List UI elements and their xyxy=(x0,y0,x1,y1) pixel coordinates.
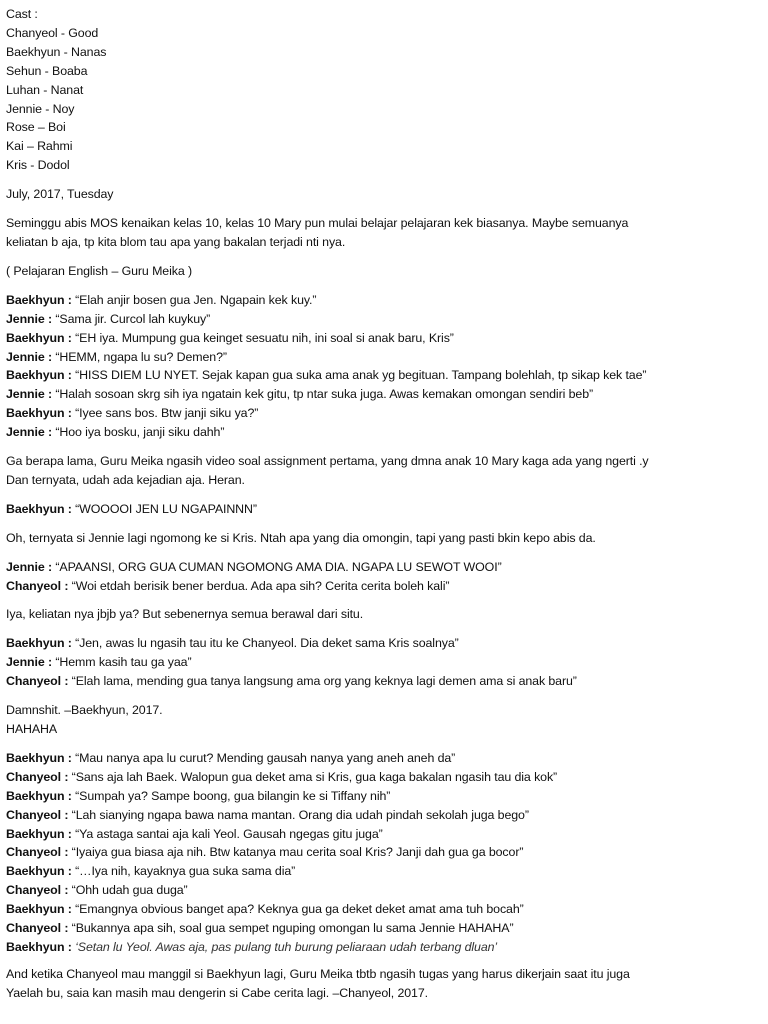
dialogue-text: “Woi etdah berisik bener berdua. Ada apa sih? Cerita cerita boleh kali” xyxy=(68,578,450,593)
dialogue-text: “Hemm kasih tau ga yaa” xyxy=(52,655,192,670)
intro-paragraph: Seminggu abis MOS kenaikan kelas 10, kelas 10 Mary pun mulai belajar pelajaran kek biasanya. Maybe semuanya keliatan b aja, tp kita blom tau apa yang bakalan terjadi nti nya. xyxy=(6,216,629,249)
date-line: July, 2017, Tuesday xyxy=(6,187,114,202)
dialogue-line xyxy=(6,825,768,844)
dialogue-text: “HISS DIEM LU NYET. Sejak kapan gua suka ama anak yg begituan. Tampang bolehlah, tp sikap kek tae” xyxy=(71,368,647,383)
spacer xyxy=(6,595,768,605)
dialogue-text: “APAANSI, ORG GUA CUMAN NGOMONG AMA DIA. NGAPA LU SEWOT WOOI” xyxy=(52,559,502,574)
dialogue-block xyxy=(6,749,768,938)
dialogue-text: “Lah sianying ngapa bawa nama mantan. Orang dia udah pindah sekolah juga bego” xyxy=(68,807,529,822)
spacer xyxy=(6,691,768,701)
dialogue-text: “Sumpah ya? Sampe boong, gua bilangin ke si Tiffany nih” xyxy=(71,788,391,803)
speaker-name: Chanyeol : xyxy=(6,769,69,784)
spacer xyxy=(6,252,768,262)
narration-paragraph: Damnshit. –Baekhyun, 2017. HAHAHA xyxy=(6,703,163,736)
speaker-name: Chanyeol : xyxy=(6,883,69,898)
speaker-name: Jennie : xyxy=(6,559,53,574)
dialogue-text: “Emangnya obvious banget apa? Keknya gua ga deket deket amat ama tuh bocah” xyxy=(71,902,524,917)
cast-section xyxy=(6,5,768,175)
dialogue-line xyxy=(6,385,768,404)
speaker-name: Jennie : xyxy=(6,655,53,670)
dialogue-text: “Ya astaga santai aja kali Yeol. Gausah ngegas gitu juga” xyxy=(71,826,383,841)
speaker-name: Baekhyun : xyxy=(6,636,72,651)
cast-member: Kai – Rahmi xyxy=(6,139,73,154)
spacer xyxy=(6,624,768,634)
narration-paragraph: Ga berapa lama, Guru Meika ngasih video soal assignment pertama, yang dmna anak 10 Mary kaga ada yang ngerti .y Dan ternyata, udah ada kejadian aja. Heran. xyxy=(6,454,649,487)
dialogue-text: “EH iya. Mumpung gua keinget sesuatu nih, ini soal si anak baru, Kris” xyxy=(71,330,454,345)
cast-member: Chanyeol - Good xyxy=(6,25,99,40)
speaker-name: Baekhyun : xyxy=(6,864,72,879)
speaker-name: Jennie : xyxy=(6,311,53,326)
speaker-name: Baekhyun : xyxy=(6,750,72,765)
dialogue-line xyxy=(6,881,768,900)
dialogue-block xyxy=(6,634,768,691)
dialogue-line xyxy=(6,919,768,938)
cast-member: Luhan - Nanat xyxy=(6,82,84,97)
narration-paragraph: Iya, keliatan nya jbjb ya? But sebenernya semua berawal dari situ. xyxy=(6,607,364,622)
dialogue-text: “Sama jir. Curcol lah kuykuy” xyxy=(52,311,211,326)
speaker-name: Baekhyun : xyxy=(6,406,72,421)
speaker-name: Baekhyun : xyxy=(6,902,72,917)
dialogue-line xyxy=(6,749,768,768)
dialogue-line xyxy=(6,500,768,519)
cast-member: Rose – Boi xyxy=(6,120,66,135)
thought-text: ‘Setan lu Yeol. Awas aja, pas pulang tuh burung peliaraan udah terbang dluan’ xyxy=(71,939,498,954)
dialogue-line xyxy=(6,329,768,348)
dialogue-text: “Halah sosoan skrg sih iya ngatain kek gitu, tp ntar suka juga. Awas kemakan omongan sendiri beb” xyxy=(52,387,594,402)
dialogue-text: “HEMM, ngapa lu su? Demen?” xyxy=(52,349,227,364)
dialogue-text: “Iyaiya gua biasa aja nih. Btw katanya mau cerita soal Kris? Janji dah gua ga bocor” xyxy=(68,845,524,860)
dialogue-text: “Hoo iya bosku, janji siku dahh” xyxy=(52,425,225,440)
cast-member: Baekhyun - Nanas xyxy=(6,44,107,59)
dialogue-line xyxy=(6,404,768,423)
speaker-name: Jennie : xyxy=(6,349,53,364)
dialogue-text: “Jen, awas lu ngasih tau itu ke Chanyeol. Dia deket sama Kris soalnya” xyxy=(71,636,459,651)
dialogue-line xyxy=(6,787,768,806)
dialogue-line xyxy=(6,423,768,442)
spacer xyxy=(6,957,768,965)
spacer xyxy=(6,490,768,500)
dialogue-line xyxy=(6,558,768,577)
dialogue-text: “Ohh udah gua duga” xyxy=(68,883,188,898)
speaker-name: Baekhyun : xyxy=(6,826,72,841)
dialogue-block xyxy=(6,291,768,442)
dialogue-line xyxy=(6,634,768,653)
dialogue-line xyxy=(6,843,768,862)
narration-paragraph: Oh, ternyata si Jennie lagi ngomong ke si Kris. Ntah apa yang dia omongin, tapi yang pasti bkin kepo abis da. xyxy=(6,530,596,545)
dialogue-line xyxy=(6,348,768,367)
speaker-name: Chanyeol : xyxy=(6,578,69,593)
cast-member: Kris - Dodol xyxy=(6,158,70,173)
spacer xyxy=(6,548,768,558)
cast-member: Jennie - Noy xyxy=(6,101,75,116)
speaker-name: Jennie : xyxy=(6,387,53,402)
speaker-name: Baekhyun : xyxy=(6,501,72,516)
lesson-heading: ( Pelajaran English – Guru Meika ) xyxy=(6,263,192,278)
thought-line xyxy=(6,938,768,957)
dialogue-block xyxy=(6,500,768,519)
cast-member: Sehun - Boaba xyxy=(6,63,88,78)
dialogue-line xyxy=(6,653,768,672)
dialogue-text: “Elah anjir bosen gua Jen. Ngapain kek kuy.” xyxy=(71,292,317,307)
dialogue-line xyxy=(6,366,768,385)
speaker-name: Baekhyun : xyxy=(6,292,72,307)
spacer xyxy=(6,175,768,185)
spacer xyxy=(6,519,768,529)
dialogue-line xyxy=(6,310,768,329)
speaker-name: Chanyeol : xyxy=(6,807,69,822)
speaker-name: Baekhyun : xyxy=(6,788,72,803)
spacer xyxy=(6,442,768,452)
dialogue-text: “Elah lama, mending gua tanya langsung ama org yang keknya lagi demen ama si anak baru” xyxy=(68,674,577,689)
dialogue-text: “…Iya nih, kayaknya gua suka sama dia” xyxy=(71,864,296,879)
speaker-name: Chanyeol : xyxy=(6,674,69,689)
dialogue-text: “WOOOOI JEN LU NGAPAINNN” xyxy=(71,501,257,516)
dialogue-text: “Iyee sans bos. Btw janji siku ya?” xyxy=(71,406,259,421)
closing-paragraph: And ketika Chanyeol mau manggil si Baekhyun lagi, Guru Meika tbtb ngasih tugas yang harus dikerjain saat itu juga Yaelah bu, saia kan masih mau dengerin si Cabe cerita lagi. –Chanyeol, 2017. xyxy=(6,966,630,1000)
dialogue-line xyxy=(6,768,768,787)
speaker-name: Baekhyun : xyxy=(6,330,72,345)
speaker-name: Baekhyun : xyxy=(6,368,72,383)
dialogue-line xyxy=(6,806,768,825)
cast-title: Cast : xyxy=(6,7,38,21)
dialogue-line xyxy=(6,862,768,881)
speaker-name: Baekhyun : xyxy=(6,939,72,954)
dialogue-line xyxy=(6,577,768,596)
dialogue-line xyxy=(6,291,768,310)
dialogue-text: “Sans aja lah Baek. Walopun gua deket ama si Kris, gua kaga bakalan ngasih tau dia kok” xyxy=(68,769,558,784)
spacer xyxy=(6,281,768,291)
dialogue-line xyxy=(6,900,768,919)
dialogue-text: “Mau nanya apa lu curut? Mending gausah nanya yang aneh aneh da” xyxy=(71,750,456,765)
spacer xyxy=(6,204,768,214)
dialogue-block xyxy=(6,558,768,596)
speaker-name: Chanyeol : xyxy=(6,845,69,860)
speaker-name: Jennie : xyxy=(6,425,53,440)
spacer xyxy=(6,739,768,749)
speaker-name: Chanyeol : xyxy=(6,921,69,936)
dialogue-line xyxy=(6,672,768,691)
dialogue-text: “Bukannya apa sih, soal gua sempet nguping omongan lu sama Jennie HAHAHA” xyxy=(68,921,514,936)
